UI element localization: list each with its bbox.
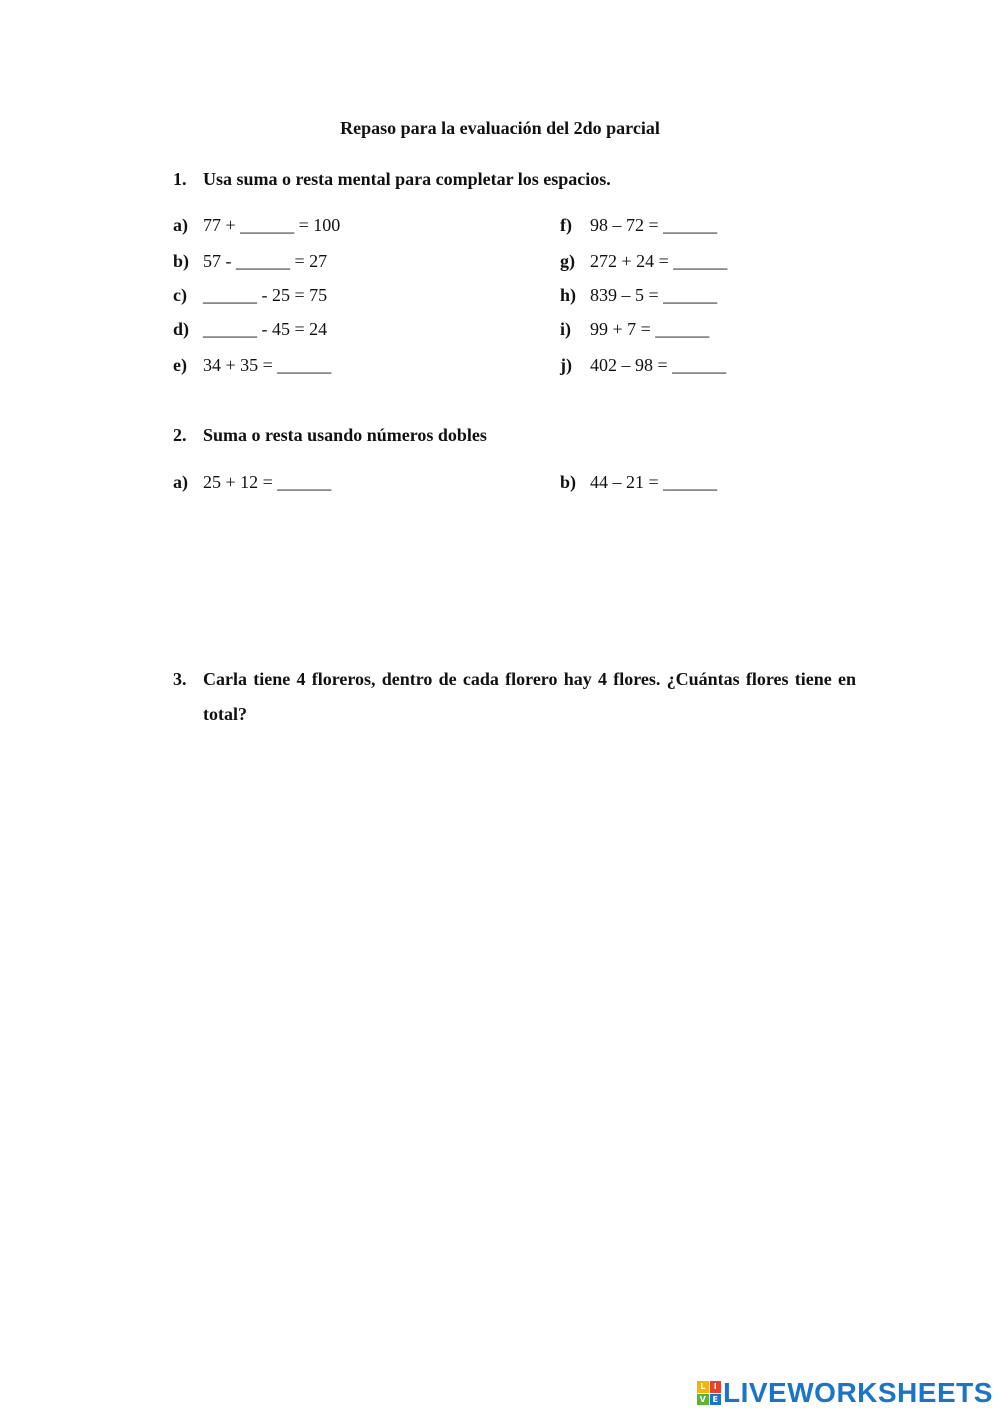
exercise-item[interactable] xyxy=(173,215,340,236)
question-number: 2. xyxy=(173,425,187,445)
exercise-item[interactable] xyxy=(560,215,717,236)
item-label: c) xyxy=(173,285,187,305)
item-label: b) xyxy=(173,251,190,271)
exercise-item[interactable] xyxy=(560,251,727,272)
item-expression: 77 + ______ = 100 xyxy=(203,215,341,235)
item-label: d) xyxy=(173,319,190,339)
logo-mark-cell: I xyxy=(710,1381,722,1393)
exercise-item[interactable] xyxy=(560,355,726,376)
logo-mark-cell: L xyxy=(697,1381,709,1393)
item-expression: 98 – 72 = ______ xyxy=(590,215,718,235)
item-expression: 44 – 21 = ______ xyxy=(590,472,718,492)
exercise-item[interactable] xyxy=(173,251,327,272)
item-expression: 402 – 98 = ______ xyxy=(590,355,727,375)
item-label: b) xyxy=(560,472,577,492)
item-label: h) xyxy=(560,285,577,305)
question-1-heading xyxy=(173,169,611,190)
item-label: i) xyxy=(560,319,571,339)
item-expression: 99 + 7 = ______ xyxy=(590,319,710,339)
logo-mark-icon xyxy=(697,1381,721,1405)
question-number: 1. xyxy=(173,169,187,189)
exercise-item[interactable] xyxy=(560,472,717,493)
item-expression: 25 + 12 = ______ xyxy=(203,472,332,492)
page-title: Repaso para la evaluación del 2do parcial xyxy=(340,118,660,138)
exercise-item[interactable] xyxy=(173,285,327,306)
item-expression: 272 + 24 = ______ xyxy=(590,251,728,271)
question-3 xyxy=(173,662,856,732)
question-prompt: Usa suma o resta mental para completar los espacios. xyxy=(203,169,611,189)
question-2-heading xyxy=(173,425,487,446)
liveworksheets-logo xyxy=(697,1376,993,1410)
item-label: a) xyxy=(173,215,188,235)
logo-mark-cell: V xyxy=(697,1394,709,1406)
item-expression: ______ - 25 = 75 xyxy=(203,285,328,305)
exercise-item[interactable] xyxy=(173,319,327,340)
item-label: g) xyxy=(560,251,575,271)
item-label: e) xyxy=(173,355,187,375)
exercise-item[interactable] xyxy=(560,285,717,306)
exercise-item[interactable] xyxy=(173,472,331,493)
item-label: f) xyxy=(560,215,572,235)
question-prompt: Suma o resta usando números dobles xyxy=(203,425,487,445)
item-expression: ______ - 45 = 24 xyxy=(203,319,328,339)
item-expression: 839 – 5 = ______ xyxy=(590,285,718,305)
exercise-item[interactable] xyxy=(173,355,331,376)
exercise-item[interactable] xyxy=(560,319,709,340)
item-expression: 57 - ______ = 27 xyxy=(203,251,328,271)
logo-mark-cell: E xyxy=(710,1394,722,1406)
item-expression: 34 + 35 = ______ xyxy=(203,355,332,375)
question-number: 3. xyxy=(173,669,187,689)
question-prompt: Carla tiene 4 floreros, dentro de cada florero hay 4 flores. ¿Cuántas flores tiene en total? xyxy=(203,669,856,724)
item-label: a) xyxy=(173,472,188,492)
item-label: j) xyxy=(560,355,572,375)
logo-text: LIVEWORKSHEETS xyxy=(723,1377,993,1408)
